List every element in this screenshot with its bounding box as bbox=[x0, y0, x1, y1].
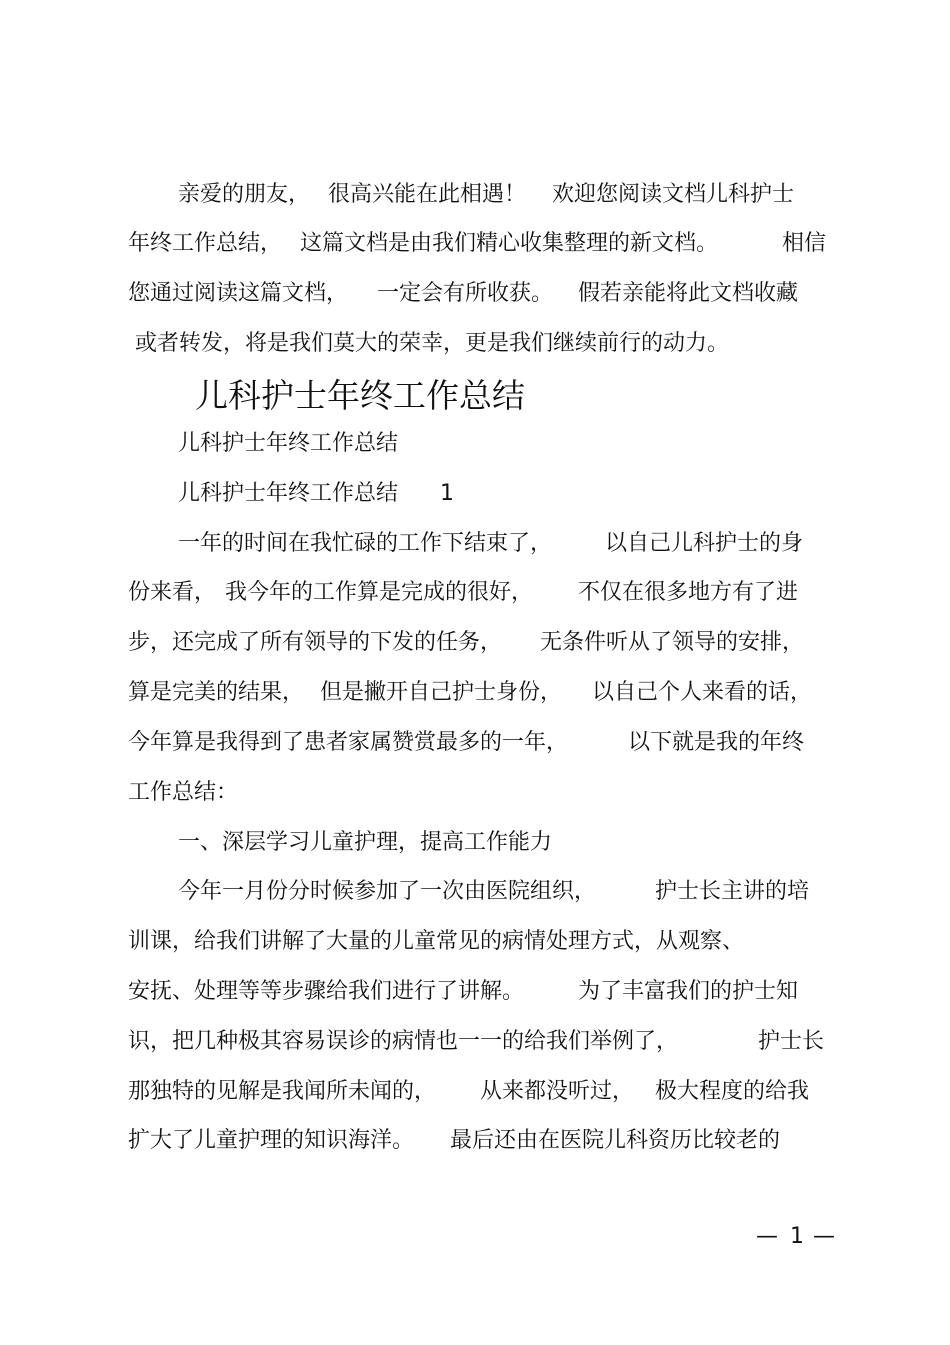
document-title: 儿科护士年终工作总结 bbox=[195, 376, 525, 415]
text-segment: 步，还完成了所有领导的下发的任务， bbox=[128, 630, 503, 655]
text-segment: 一年的时间在我忙碌的工作下结束了， bbox=[178, 531, 553, 556]
text-segment: 护士长主讲的培 bbox=[655, 879, 810, 904]
text-segment: 从来都没听过， bbox=[480, 1079, 635, 1104]
text-segment: 或者转发，将是我们莫大的荣幸，更是我们继续前行的动力。 bbox=[135, 331, 730, 356]
text-segment: 最后还由在医院儿科资历比较老的 bbox=[450, 1128, 781, 1153]
text-segment: 今年一月份分时候参加了一次由医院组织， bbox=[178, 879, 597, 904]
text-segment: 但是撇开自己护士身份， bbox=[320, 680, 563, 705]
text-segment: 工作总结： bbox=[128, 780, 239, 805]
text-segment: 相信 bbox=[782, 231, 827, 256]
text-segment: 以自己儿科护士的身 bbox=[605, 531, 804, 556]
text-segment: 护士长 bbox=[758, 1029, 825, 1054]
text-segment: 极大程度的给我 bbox=[655, 1079, 810, 1104]
text-segment: 亲爱的朋友， bbox=[178, 182, 311, 207]
text-segment: 安抚、处理等等步骤给我们进行了讲解。 bbox=[128, 979, 525, 1004]
text-segment: 算是完美的结果， bbox=[128, 680, 305, 705]
subtitle-text: 儿科护士年终工作总结 bbox=[178, 481, 399, 506]
text-segment: 假若亲能将此文档收藏 bbox=[578, 281, 799, 306]
text-segment: 我今年的工作算是完成的很好， bbox=[225, 580, 534, 605]
text-segment: 今年算是我得到了患者家属赞赏最多的一年， bbox=[128, 730, 569, 755]
text-segment: 这篇文档是由我们精心收集整理的新文档。 bbox=[300, 231, 719, 256]
text-segment: 以自己个人来看的话， bbox=[592, 680, 813, 705]
text-segment: 训课，给我们讲解了大量的儿童常见的病情处理方式，从观察、 bbox=[128, 929, 745, 954]
text-segment: 为了丰富我们的护士知 bbox=[578, 979, 799, 1004]
page-number-dash-right: — bbox=[813, 1224, 835, 1249]
text-segment: 无条件听从了领导的安排， bbox=[540, 630, 805, 655]
text-segment: 您通过阅读这篇文档， bbox=[128, 281, 349, 306]
subtitle: 儿科护士年终工作总结 bbox=[178, 431, 399, 456]
subtitle-number: 1 bbox=[440, 481, 454, 506]
text-segment: 很高兴能在此相遇！ bbox=[328, 182, 527, 207]
text-segment: 年终工作总结， bbox=[128, 231, 283, 256]
page-number: 1 bbox=[790, 1224, 804, 1249]
page-number-dash-left: — bbox=[756, 1224, 778, 1249]
text-segment: 不仅在很多地方有了进 bbox=[578, 580, 799, 605]
text-segment: 扩大了儿童护理的知识海洋。 bbox=[128, 1128, 415, 1153]
section-heading: 一、深层学习儿童护理，提高工作能力 bbox=[178, 830, 553, 855]
text-segment: 份来看， bbox=[128, 580, 217, 605]
text-segment: 一定会有所收获。 bbox=[377, 281, 554, 306]
text-segment: 以下就是我的年终 bbox=[628, 730, 805, 755]
text-segment: 那独特的见解是我闻所未闻的， bbox=[128, 1079, 437, 1104]
text-segment: 识，把几种极其容易误诊的病情也一一的给我们举例了， bbox=[128, 1029, 679, 1054]
text-segment: 欢迎您阅读文档儿科护士 bbox=[552, 182, 795, 207]
